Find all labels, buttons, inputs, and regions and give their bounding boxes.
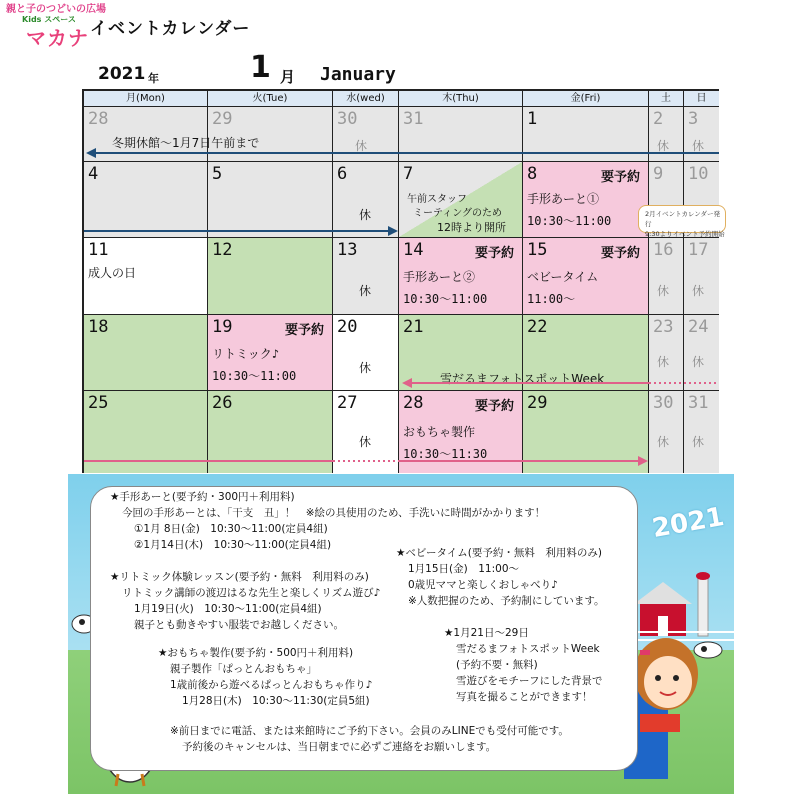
day-cell [649,391,684,473]
day-number: 24 [688,317,709,337]
baby-line3: ※人数把握のため、予約制にしています。 [408,595,605,607]
barn-icon [634,572,710,636]
day-number: 7 [403,164,414,184]
reservation-required: 要予約 [284,323,324,338]
weekday-thu: 木(Thu) [399,91,523,107]
winter-break-note: 冬期休館～1月7日午前まで [112,136,260,150]
reservation-note-2: 予約後のキャンセルは、当日朝までに必ずご連絡をお願いします。 [182,741,497,753]
closed-label: 休 [692,139,705,153]
callout-line2: 9:30よりイベント予約開始 [645,230,725,238]
weekday-sat: 土 [649,91,684,107]
event-time: 10:30～11:00 [403,292,488,306]
day-cell [523,391,649,473]
closed-label: 休 [692,355,705,369]
day-cell [333,107,399,162]
closed-label: 休 [359,361,372,375]
baby-heading: ★ベビータイム(要予約・無料 利用料のみ) [396,547,602,559]
reservation-note-1: ※前日までに電話、または来館時にご予約下さい。会員のみLINEでも受付可能です。 [170,725,569,737]
day-number: 20 [337,317,358,337]
toy-line1: 親子製作「ぱっとんおもちゃ」 [170,663,317,675]
day-number: 28 [88,109,109,129]
day-number: 29 [527,393,548,413]
day-number: 9 [653,164,664,184]
holiday-label: 成人の日 [88,266,137,280]
logo-line2: Kids スペース [22,15,76,24]
day-number: 23 [653,317,674,337]
year-label: 2021 [98,64,146,84]
day-number: 26 [212,393,233,413]
day-number: 6 [337,164,348,184]
month-suffix: 月 [280,68,296,86]
logo-line1: 親と子のつどいの広場 [6,4,106,15]
day-cell [333,238,399,315]
reservation-required: 要予約 [474,246,514,261]
reservation-required: 要予約 [600,246,640,261]
day-number: 30 [337,109,358,129]
logo-line3: マカナ [26,26,89,50]
day-number: 10 [688,164,709,184]
closed-label: 休 [692,435,705,449]
tegata-line3: ②1月14日(木) 10:30～11:00(定員4組) [134,539,332,551]
makana-logo [0,0,106,50]
weekday-sun: 日 [684,91,719,107]
day-number: 13 [337,240,358,260]
jan7-note-2: ミーティングのため [413,208,502,219]
rhythm-line3: 親子とも動きやすい服装でお越しください。 [134,619,344,631]
closed-label: 休 [692,284,705,298]
day-cell [684,107,719,162]
rhythm-line1: リトミック講師の渡辺はるな先生と楽しくリズム遊び♪ [122,587,381,599]
closed-label: 休 [657,139,670,153]
day-cell [208,315,333,391]
event-title: 手形あーと② [403,270,476,284]
day-number: 1 [527,109,538,129]
day-number: 29 [212,109,233,129]
closed-label: 休 [355,139,368,153]
weekday-mon: 月(Mon) [84,91,208,107]
day-number: 14 [403,240,424,260]
reservation-required: 要予約 [600,170,640,185]
snow-line3: 雪遊びをモチーフにした背景で [456,675,603,687]
snow-week-label: 雪だるまフォトスポットWeek [440,372,605,386]
day-number: 18 [88,317,109,337]
event-time: 10:30～11:30 [403,447,488,461]
day-cell [84,162,208,238]
event-title: ベビータイム [527,270,599,284]
day-number: 11 [88,240,109,260]
snow-heading: ★1月21日～29日 [444,627,529,639]
day-cell [208,238,333,315]
day-cell [399,162,523,238]
day-number: 17 [688,240,709,260]
day-cell [208,391,333,473]
day-number: 4 [88,164,99,184]
day-number: 22 [527,317,548,337]
day-cell [84,315,208,391]
day-number: 12 [212,240,233,260]
weekday-wed: 水(wed) [333,91,399,107]
closed-label: 休 [657,284,670,298]
day-cell [684,315,719,391]
closed-label: 休 [359,284,372,298]
weekday-fri: 金(Fri) [523,91,649,107]
day-number: 31 [403,109,424,129]
snow-line2: (予約不要・無料) [456,659,538,671]
day-number: 19 [212,317,233,337]
day-number: 27 [337,393,358,413]
day-number: 2 [653,109,664,129]
month-english: January [320,64,396,85]
snow-line4: 写真を撮ることができます！ [456,691,593,703]
day-cell [649,315,684,391]
day-cell [649,238,684,315]
closed-label: 休 [657,435,670,449]
day-cell [399,107,523,162]
day-number: 8 [527,164,538,184]
day-cell [399,238,523,315]
day-cell [333,315,399,391]
decorative-year: 2021 [649,501,727,545]
day-cell [333,162,399,238]
jan7-note-1: 午前スタッフ [407,194,467,205]
tegata-heading: ★手形あーと(要予約・300円＋利用料) [110,491,295,503]
day-number: 5 [212,164,223,184]
toy-line3: 1月28日(木) 10:30～11:30(定員5組) [182,695,370,707]
day-number: 16 [653,240,674,260]
tegata-line2: ①1月 8日(金) 10:30～11:00(定員4組) [134,523,328,535]
day-cell [684,391,719,473]
year-suffix: 年 [148,72,159,85]
weekday-tue: 火(Tue) [208,91,333,107]
day-number: 30 [653,393,674,413]
baby-line1: 1月15日(金) 11:00～ [408,563,519,575]
rhythm-heading: ★リトミック体験レッスン(要予約・無料 利用料のみ) [110,571,369,583]
baby-line2: 0歳児ママと楽しくおしゃべり♪ [408,579,558,591]
day-cell [84,391,208,473]
day-cell [333,391,399,473]
page-title: イベントカレンダー [90,19,251,39]
day-number: 28 [403,393,424,413]
day-number: 3 [688,109,699,129]
event-time: 11:00～ [527,292,576,306]
day-cell [84,238,208,315]
tegata-line1: 今回の手形あーとは、「干支 丑」！ ※絵の具使用のため、手洗いに時間がかかります！ [122,507,546,519]
day-cell [208,162,333,238]
month-number: 1 [250,50,271,85]
calendar-grid [82,89,719,473]
closed-label: 休 [359,208,372,222]
feb-calendar-callout [638,205,726,238]
event-title: リトミック♪ [212,347,279,361]
toy-line2: 1歳前後から遊べるぱっとんおもちゃ作り♪ [170,679,373,691]
event-time: 10:30～11:00 [212,369,297,383]
day-number: 21 [403,317,424,337]
callout-line1: 2月イベントカレンダー発行 [645,210,721,228]
day-cell [684,238,719,315]
day-cell [523,107,649,162]
event-time: 10:30～11:00 [527,214,612,228]
day-cell [399,391,523,473]
day-cell [523,162,649,238]
day-number: 25 [88,393,109,413]
closed-label: 休 [359,435,372,449]
day-number: 15 [527,240,548,260]
jan7-note-3: 12時より開所 [437,221,506,234]
event-title: 手形あーと① [527,192,600,206]
event-title: おもちゃ製作 [403,425,476,439]
day-number: 31 [688,393,709,413]
closed-label: 休 [657,355,670,369]
reservation-required: 要予約 [474,399,514,414]
toy-heading: ★おもちゃ製作(要予約・500円＋利用料) [158,647,354,659]
snow-line1: 雪だるまフォトスポットWeek [456,643,600,655]
day-cell [649,107,684,162]
day-cell [523,238,649,315]
rhythm-line2: 1月19日(火) 10:30～11:00(定員4組) [134,603,322,615]
